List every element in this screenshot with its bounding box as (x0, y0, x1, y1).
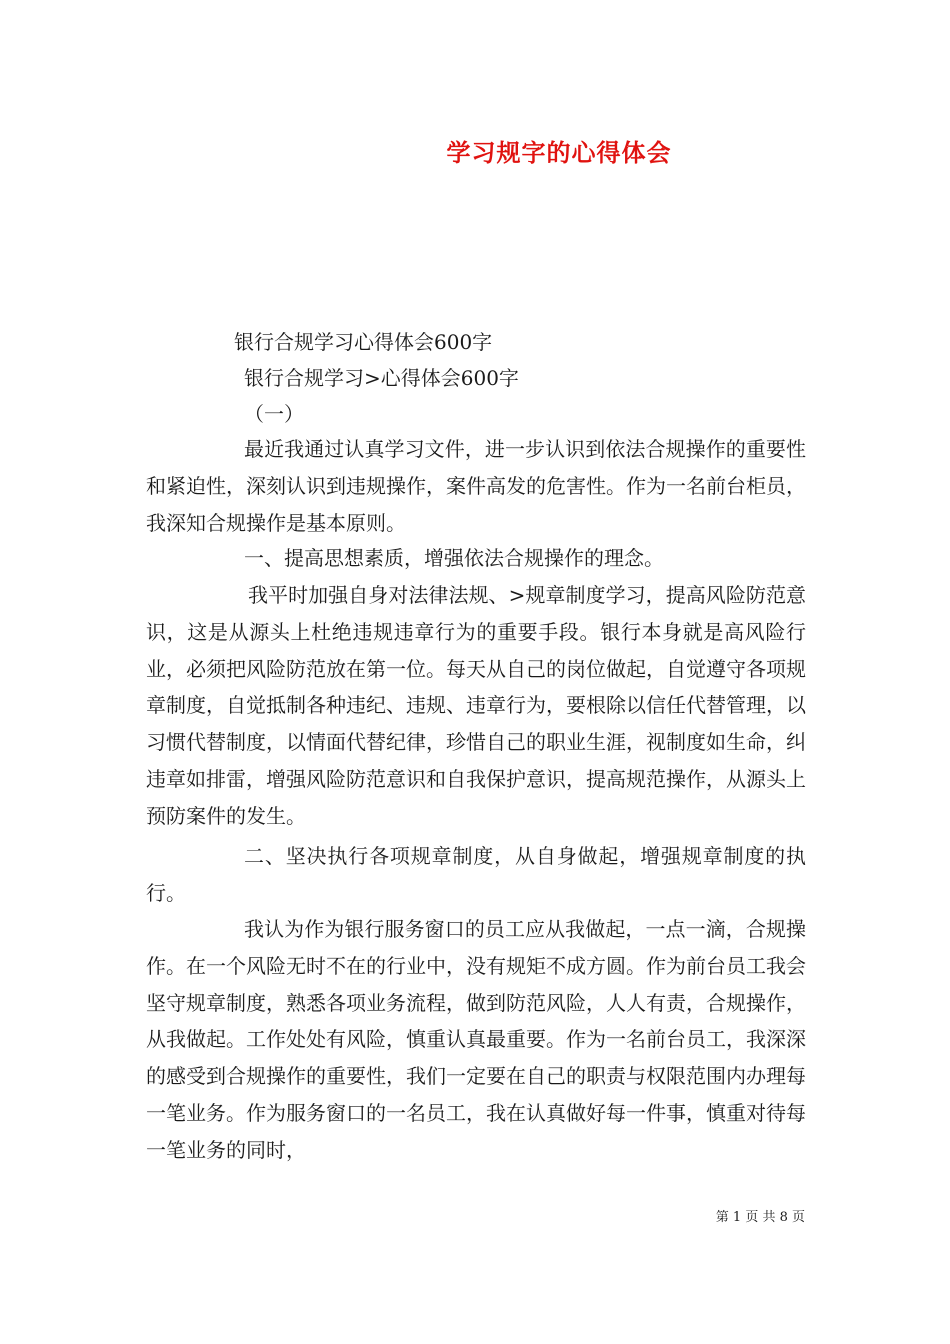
paragraph-one-body: 我平时加强自身对法律法规、>规章制度学习，提高风险防范意识，这是从源头上杜绝违规违章行为的重要手段。银行本身就是高风险行业，必须把风险防范放在第一位。每天从自己的岗位做起，自觉遵守各项规章制度，自觉抵制各种违纪、违规、违章行为，要根除以信任代替管理，以习惯代替制度，以情面代替纪律，珍惜自己的职业生涯，视制度如生命，纠违章如排雷，增强风险防范意识和自我保护意识，提高规范操作，从源头上预防案件的发生。 (146, 583, 806, 828)
page-footer: 第 1 页 共 8 页 (715, 1210, 805, 1225)
paragraph-two-body: 我认为作为银行服务窗口的员工应从我做起，一点一滴，合规操作。在一个风险无时不在的行业中，没有规矩不成方圆。作为前台员工我会坚守规章制度，熟悉各项业务流程，做到防范风险，人人有责，合规操作，从我做起。工作处处有风险，慎重认真最重要。作为一名前台员工，我深深的感受到合规操作的重要性，我们一定要在自己的职责与权限范围内办理每一笔业务。作为服务窗口的一名员工，我在认真做好每一件事，慎重对待每一笔业务的同时， (146, 917, 806, 1162)
paragraph-intro: 最近我通过认真学习文件，进一步认识到依法合规操作的重要性和紧迫性，深刻认识到违规操作，案件高发的危害性。作为一名前台柜员，我深知合规操作是基本原则。 (146, 437, 806, 535)
heading-secondary: 银行合规学习>心得体会600字 (244, 366, 519, 390)
document-title: 学习规字的心得体会 (446, 138, 672, 167)
paragraph-heading-one: 一、提高思想素质，增强依法合规操作的理念。 (244, 546, 664, 570)
section-marker: （一） (244, 402, 304, 426)
heading-primary: 银行合规学习心得体会600字 (234, 330, 493, 354)
paragraph-heading-two: 二、坚决执行各项规章制度，从自身做起，增强规章制度的执行。 (146, 844, 806, 905)
